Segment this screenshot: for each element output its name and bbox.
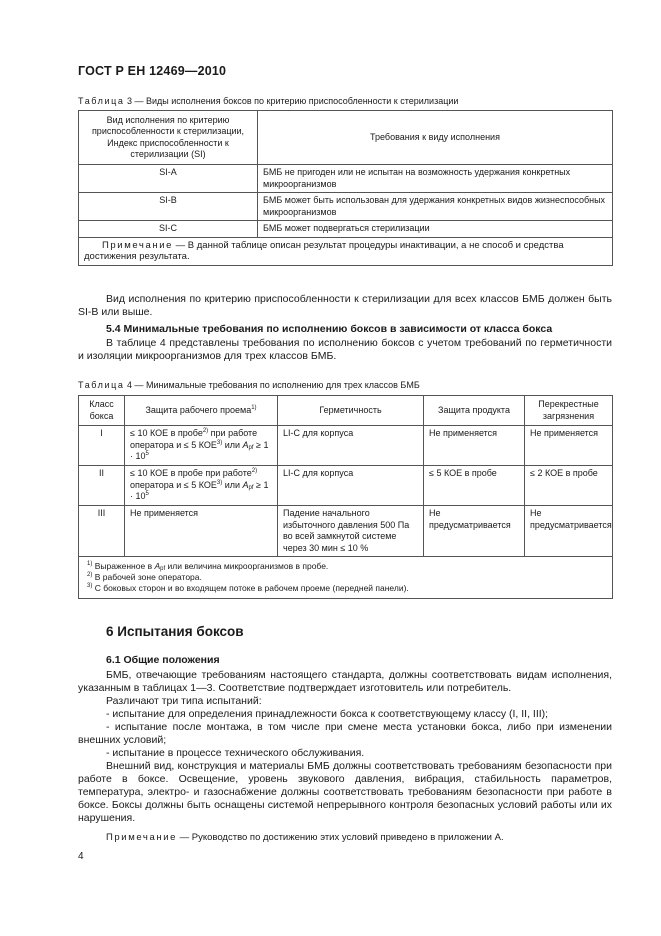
table4-cell-product: Не применяется [424,426,525,466]
table4-cell-product: ≤ 5 КОЕ в пробе [424,466,525,506]
table3-row-code: SI-C [79,221,258,238]
table4-cell-class: II [79,466,125,506]
table4-caption [78,380,420,390]
page-number: 4 [78,851,84,862]
table3-row-code: SI-A [79,165,258,193]
table4-head-product: Защита продукта [424,396,525,426]
table4-footnotes [79,557,613,599]
table3-note-text: — В данной таблице описан результат процедуры инактивации, а не способ и средства достижения результата. [84,239,564,262]
paragraph-si-b: Вид исполнения по критерию приспособленности к стерилизации для всех классов БМБ должен быть SI-B или выше. [78,293,612,318]
section-6-paragraph: Различают три типа испытаний: [106,695,262,707]
section-6-paragraph: БМБ, отвечающие требованиям настоящего стандарта, должны соответствовать видам исполнения, указанным в таблицах 1—3. Соответствие подтверждает изготовитель или потребитель. [78,669,612,694]
footnote-ref: 2) [251,468,258,474]
table4-head-class: Класс бокса [79,396,125,426]
table4-footnote [87,572,604,583]
formula-subscript: pf [248,444,254,451]
table3-caption [78,96,458,106]
table3 [78,110,613,266]
table4-cell-class: I [79,426,125,466]
table4-cell-tightness: LI-C для корпуса [278,426,424,466]
table4-cell-protection [125,466,278,506]
table4-cell-product: Не предусматривается [424,506,525,557]
footnote-text: Выраженное в [94,561,155,571]
footnote-text: С боковых сторон и во входящем потоке в рабочем проеме (передней панели). [94,583,409,593]
section-6-paragraph: Внешний вид, конструкция и материалы БМБ должны соответствовать требованиям безопасности при работе в боксе. Освещение, уровень звукового давления, вибрация, стабильность параметров, температура, электро- и газоснабжение должны соответствовать требованиям безопасности при работе в боксе. Боксы должны быть оснащены системой непрерывного контроля безопасных условий работы или их нарушения. [78,760,612,824]
section-6-note [78,831,612,844]
footnote-ref: 3) [216,479,223,486]
formula-exponent: 5 [145,451,149,457]
section-6-note-word: Примечание [106,832,177,843]
table4-cell-tightness: LI-C для корпуса [278,466,424,506]
table3-row-text: БМБ может подвергаться стерилизации [258,221,613,238]
list-item: - испытание после монтажа, в том числе при смене места установки бокса, либо при изменении внешних условий; [78,721,612,746]
section-6-body [78,669,612,844]
formula-subscript: pf [248,484,254,491]
footnote-mark: 1) [87,561,93,567]
table4 [78,395,613,599]
protection-text: или [222,479,243,490]
protection-text: ≥ 1 · 10 [130,439,269,461]
table4-caption-text: 4 — Минимальные требования по исполнению для трех классов БМБ [124,380,420,390]
formula-variable: A [242,439,249,450]
formula-variable: A [242,479,249,490]
footnote-ref: 3) [216,439,223,446]
footnote-text: В рабочей зоне оператора. [94,572,202,582]
footnote-text: или величина микроорганизмов в пробе. [165,561,329,571]
table3-note [79,237,613,265]
protection-text: при работе оператора и ≤ 5 КОЕ [130,428,258,450]
table3-row-text: БМБ не пригоден или не испытан на возможность удержания конкретных микроорганизмов [258,165,613,193]
table4-head-cross: Перекрестные загрязнения [525,396,613,426]
section-6-1-title: 6.1 Общие положения [106,654,220,666]
table3-row-text: БМБ может быть использован для удержания конкретных видов жизнеспособных микроорганизмов [258,193,613,221]
table4-caption-word: Таблица [78,380,125,390]
table4-cell-cross: Не предусматривается [525,506,613,557]
section-5-4-title: 5.4 Минимальные требования по исполнению боксов в зависимости от класса бокса [106,323,553,335]
protection-text: ≤ 10 КОЕ в пробе [130,428,203,438]
table3-row-code: SI-B [79,193,258,221]
table4-cell-tightness: Падение начального избыточного давления 500 Па во всей замкнутой системе через 30 мин ≤ 10 % [278,506,424,557]
list-item: - испытание для определения принадлежности бокса к соответствующему классу (I, II, III); [106,708,549,720]
table4-head-tightness: Герметичность [278,396,424,426]
formula-variable: A [154,561,161,571]
table3-caption-word: Таблица [78,96,125,106]
footnote-mark: 3) [87,583,93,589]
table4-footnote [87,561,604,572]
footnote-ref: 1) [251,404,257,411]
table3-caption-text: 3 — Виды исполнения боксов по критерию приспособленности к стерилизации [124,96,459,106]
document-header: ГОСТ Р ЕН 12469—2010 [78,64,227,78]
section-6-title: 6 Испытания боксов [106,624,244,639]
table4-cell-protection [125,426,278,466]
table3-head-col1: Вид исполнения по критерию приспособленности к стерилизации, Индекс приспособленности к стерилизации (SI) [79,111,258,165]
table4-cell-protection: Не применяется [125,506,278,557]
footnote-ref: 2) [202,428,209,434]
table4-head-protection-label: Защита рабочего проема [145,404,252,415]
table4-cell-cross: Не применяется [525,426,613,466]
formula-subscript: pf [160,566,166,572]
table4-head-protection [125,396,278,426]
protection-text: ≥ 1 · 10 [130,479,269,501]
table4-cell-cross: ≤ 2 КОЕ в пробе [525,466,613,506]
footnote-mark: 2) [87,572,93,578]
table4-cell-class: III [79,506,125,557]
list-item: - испытание в процессе технического обслуживания. [106,747,365,759]
protection-text: ≤ 10 КОЕ в пробе при работе [130,468,252,478]
table3-note-word: Примечание [102,239,173,251]
formula-exponent: 5 [145,491,149,497]
section-5-4-text: В таблице 4 представлены требования по исполнению боксов с учетом требований по герметичности и изоляции микроорганизмов для трех классов БМБ. [78,337,612,362]
protection-text: или [222,439,243,450]
table4-footnote [87,583,604,594]
protection-text: оператора и ≤ 5 КОЕ [130,479,217,490]
table3-head-col2: Требования к виду исполнения [258,111,613,165]
section-6-note-text: — Руководство по достижению этих условий приведено в приложении А. [177,832,504,843]
